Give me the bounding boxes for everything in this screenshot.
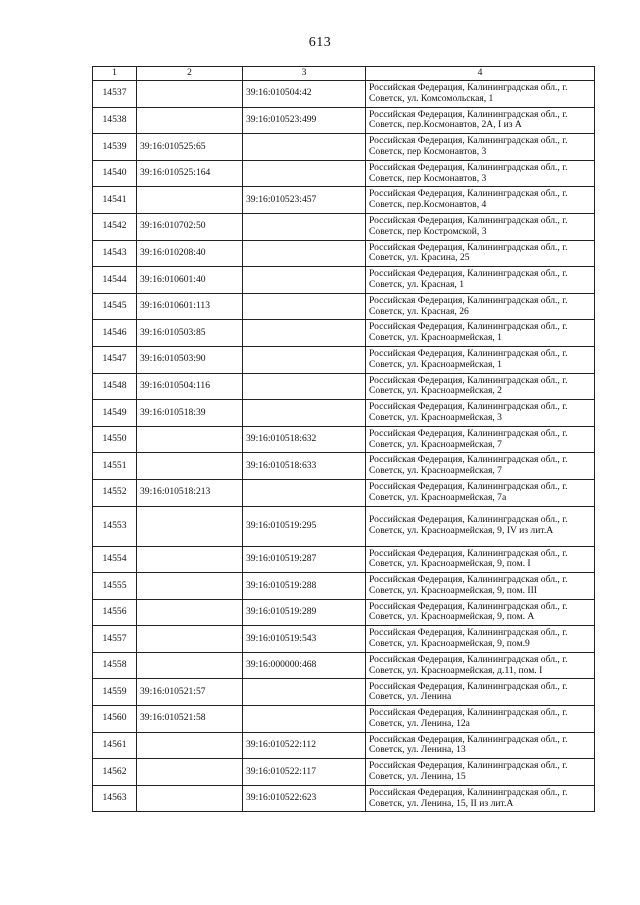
address-cell: Российская Федерация, Калининградская обл., г. Советск, пер.Космонавтов, 2А, I из А [366, 107, 595, 134]
cadastral-number-cell [243, 373, 366, 400]
row-number-cell: 14542 [93, 213, 137, 240]
cadastral-number-cell: 39:16:010504:116 [137, 373, 243, 400]
cadastral-number-cell: 39:16:010523:457 [243, 187, 366, 214]
row-number-cell: 14537 [93, 81, 137, 108]
address-cell: Российская Федерация, Калининградская обл., г. Советск, ул. Ленина [366, 679, 595, 706]
row-number-cell: 14558 [93, 652, 137, 679]
cadastral-number-cell: 39:16:010522:112 [243, 732, 366, 759]
address-cell: Российская Федерация, Калининградская обл., г. Советск, ул. Красноармейская, 9, IV из лит.А [366, 506, 595, 546]
row-number-cell: 14543 [93, 240, 137, 267]
cadastral-number-cell: 39:16:010504:42 [243, 81, 366, 108]
cadastral-number-cell [243, 479, 366, 506]
address-cell: Российская Федерация, Калининградская обл., г. Советск, ул. Ленина, 12а [366, 706, 595, 733]
cadastral-number-cell [137, 732, 243, 759]
table-row [93, 400, 595, 427]
column-header-4: 4 [366, 67, 595, 81]
table-row [93, 599, 595, 626]
cadastral-number-cell: 39:16:010521:58 [137, 706, 243, 733]
cadastral-number-cell [243, 267, 366, 294]
table-row [93, 346, 595, 373]
table-row [93, 573, 595, 600]
row-number-cell: 14556 [93, 599, 137, 626]
address-cell: Российская Федерация, Калининградская обл., г. Советск, пер Космонавтов, 3 [366, 160, 595, 187]
row-number-cell: 14541 [93, 187, 137, 214]
row-number-cell: 14559 [93, 679, 137, 706]
table-row [93, 373, 595, 400]
table-row [93, 107, 595, 134]
row-number-cell: 14555 [93, 573, 137, 600]
cadastral-number-cell [137, 546, 243, 573]
cadastral-number-cell: 39:16:010601:113 [137, 293, 243, 320]
cadastral-number-cell [243, 400, 366, 427]
table-row [93, 785, 595, 812]
cadastral-number-cell [137, 626, 243, 653]
cadastral-number-cell [137, 107, 243, 134]
address-cell: Российская Федерация, Калининградская обл., г. Советск, ул. Красноармейская, 3 [366, 400, 595, 427]
row-number-cell: 14539 [93, 134, 137, 161]
table-header [93, 67, 595, 81]
row-number-cell: 14544 [93, 267, 137, 294]
address-cell: Российская Федерация, Калининградская обл., г. Советск, пер Костромской, 3 [366, 213, 595, 240]
table-row [93, 453, 595, 480]
table-body [93, 81, 595, 812]
cadastral-number-cell [243, 706, 366, 733]
cadastral-number-cell [243, 134, 366, 161]
table-row [93, 293, 595, 320]
cadastral-number-cell: 39:16:010519:287 [243, 546, 366, 573]
cadastral-number-cell [243, 346, 366, 373]
table-row [93, 426, 595, 453]
row-number-cell: 14548 [93, 373, 137, 400]
row-number-cell: 14547 [93, 346, 137, 373]
table-row [93, 479, 595, 506]
cadastral-number-cell [137, 599, 243, 626]
cadastral-number-cell [243, 240, 366, 267]
cadastral-number-cell: 39:16:010525:65 [137, 134, 243, 161]
address-cell: Российская Федерация, Калининградская обл., г. Советск, ул. Красноармейская, 9, пом.9 [366, 626, 595, 653]
table-row [93, 187, 595, 214]
cadastral-number-cell: 39:16:010518:633 [243, 453, 366, 480]
row-number-cell: 14545 [93, 293, 137, 320]
address-cell: Российская Федерация, Калининградская обл., г. Советск, ул. Красная, 26 [366, 293, 595, 320]
cadastral-number-cell [243, 320, 366, 347]
row-number-cell: 14551 [93, 453, 137, 480]
table-row [93, 626, 595, 653]
table-row [93, 652, 595, 679]
cadastral-number-cell: 39:16:010519:295 [243, 506, 366, 546]
row-number-cell: 14550 [93, 426, 137, 453]
table-row [93, 213, 595, 240]
column-header-2: 2 [137, 67, 243, 81]
address-cell: Российская Федерация, Калининградская обл., г. Советск, ул. Красноармейская, 9, пом. I [366, 546, 595, 573]
cadastral-number-cell [243, 293, 366, 320]
cadastral-number-cell: 39:16:010519:543 [243, 626, 366, 653]
cadastral-number-cell: 39:16:010519:288 [243, 573, 366, 600]
address-cell: Российская Федерация, Калининградская обл., г. Советск, ул. Красноармейская, 9, пом. А [366, 599, 595, 626]
cadastral-number-cell: 39:16:000000:468 [243, 652, 366, 679]
cadastral-number-cell: 39:16:010518:39 [137, 400, 243, 427]
cadastral-number-cell [137, 759, 243, 786]
table-row [93, 134, 595, 161]
address-cell: Российская Федерация, Калининградская обл., г. Советск, ул. Красноармейская, 7 [366, 453, 595, 480]
row-number-cell: 14557 [93, 626, 137, 653]
address-cell: Российская Федерация, Калининградская обл., г. Советск, ул. Красноармейская, 9, пом. III [366, 573, 595, 600]
table-row [93, 160, 595, 187]
cadastral-number-cell: 39:16:010503:90 [137, 346, 243, 373]
cadastral-number-cell [137, 506, 243, 546]
cadastral-number-cell [137, 81, 243, 108]
cadastral-number-cell: 39:16:010518:213 [137, 479, 243, 506]
registry-table [92, 66, 595, 812]
address-cell: Российская Федерация, Калининградская обл., г. Советск, пер.Космонавтов, 4 [366, 187, 595, 214]
row-number-cell: 14552 [93, 479, 137, 506]
page-number: 613 [308, 35, 332, 50]
cadastral-number-cell: 39:16:010523:499 [243, 107, 366, 134]
column-header-3: 3 [243, 67, 366, 81]
table-row [93, 506, 595, 546]
row-number-cell: 14553 [93, 506, 137, 546]
cadastral-number-cell: 39:16:010525:164 [137, 160, 243, 187]
cadastral-number-cell: 39:16:010601:40 [137, 267, 243, 294]
row-number-cell: 14562 [93, 759, 137, 786]
cadastral-number-cell: 39:16:010522:623 [243, 785, 366, 812]
table-row [93, 240, 595, 267]
cadastral-number-cell: 39:16:010522:117 [243, 759, 366, 786]
row-number-cell: 14561 [93, 732, 137, 759]
cadastral-number-cell [243, 160, 366, 187]
cadastral-number-cell: 39:16:010521:57 [137, 679, 243, 706]
address-cell: Российская Федерация, Калининградская обл., г. Советск, ул. Красноармейская, 1 [366, 346, 595, 373]
cadastral-number-cell [137, 785, 243, 812]
address-cell: Российская Федерация, Калининградская обл., г. Советск, ул. Красноармейская, 7 [366, 426, 595, 453]
table-row [93, 320, 595, 347]
column-header-1: 1 [93, 67, 137, 81]
header-row [93, 67, 595, 81]
address-cell: Российская Федерация, Калининградская обл., г. Советск, ул. Красина, 25 [366, 240, 595, 267]
address-cell: Российская Федерация, Калининградская обл., г. Советск, ул. Красноармейская, 2 [366, 373, 595, 400]
table-row [93, 732, 595, 759]
cadastral-number-cell [137, 187, 243, 214]
cadastral-number-cell [137, 652, 243, 679]
table-row [93, 81, 595, 108]
cadastral-number-cell: 39:16:010503:85 [137, 320, 243, 347]
table-row [93, 546, 595, 573]
row-number-cell: 14560 [93, 706, 137, 733]
table-row [93, 706, 595, 733]
row-number-cell: 14546 [93, 320, 137, 347]
address-cell: Российская Федерация, Калининградская обл., г. Советск, ул. Красноармейская, 1 [366, 320, 595, 347]
address-cell: Российская Федерация, Калининградская обл., г. Советск, пер Космонавтов, 3 [366, 134, 595, 161]
cadastral-number-cell: 39:16:010519:289 [243, 599, 366, 626]
address-cell: Российская Федерация, Калининградская обл., г. Советск, ул. Красноармейская, д.11, пом. I [366, 652, 595, 679]
cadastral-number-cell [137, 426, 243, 453]
address-cell: Российская Федерация, Калининградская обл., г. Советск, ул. Красная, 1 [366, 267, 595, 294]
address-cell: Российская Федерация, Калининградская обл., г. Советск, ул. Ленина, 15, II из лит.А [366, 785, 595, 812]
cadastral-number-cell [243, 213, 366, 240]
cadastral-number-cell: 39:16:010702:50 [137, 213, 243, 240]
cadastral-number-cell: 39:16:010208:40 [137, 240, 243, 267]
address-cell: Российская Федерация, Калининградская обл., г. Советск, ул. Ленина, 13 [366, 732, 595, 759]
row-number-cell: 14538 [93, 107, 137, 134]
row-number-cell: 14540 [93, 160, 137, 187]
row-number-cell: 14554 [93, 546, 137, 573]
address-cell: Российская Федерация, Калининградская обл., г. Советск, ул. Красноармейская, 7а [366, 479, 595, 506]
table-row [93, 679, 595, 706]
table-row [93, 759, 595, 786]
row-number-cell: 14549 [93, 400, 137, 427]
cadastral-number-cell: 39:16:010518:632 [243, 426, 366, 453]
table-row [93, 267, 595, 294]
cadastral-number-cell [137, 453, 243, 480]
address-cell: Российская Федерация, Калининградская обл., г. Советск, ул. Ленина, 15 [366, 759, 595, 786]
row-number-cell: 14563 [93, 785, 137, 812]
address-cell: Российская Федерация, Калининградская обл., г. Советск, ул. Комсомольская, 1 [366, 81, 595, 108]
cadastral-number-cell [137, 573, 243, 600]
cadastral-number-cell [243, 679, 366, 706]
